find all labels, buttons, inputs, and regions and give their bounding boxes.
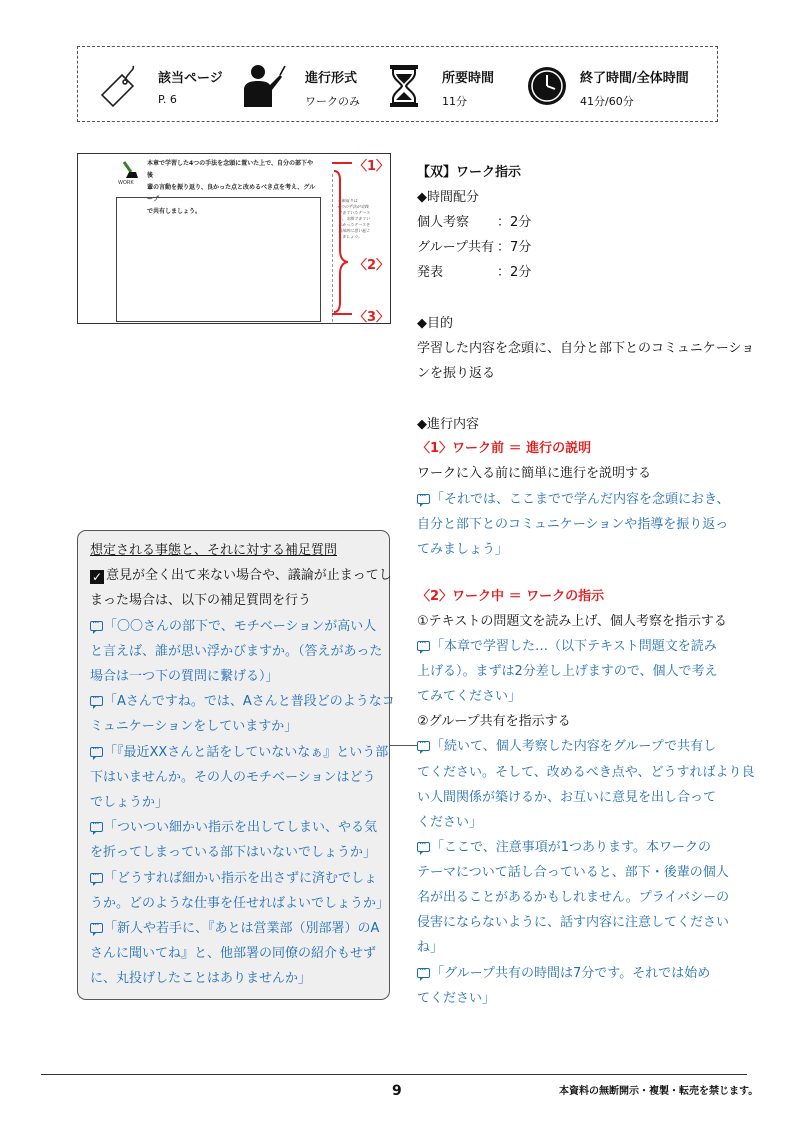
question-line: 「『最近XXさんと話をしていないなぁ』という部 [104, 745, 389, 760]
quote-line: ください」 [417, 815, 483, 830]
speech-bubble-icon [417, 494, 430, 504]
callout-question [90, 619, 376, 635]
info-box [77, 46, 718, 122]
step1-text: ワークに入る前に簡単に進行を説明する [417, 466, 652, 481]
duration-info [378, 47, 518, 123]
time-row-label: 発表 [417, 265, 444, 280]
step2-text1: ①テキストの問題文を読み上げ、個人考察を指示する [417, 614, 727, 629]
question-line: でしょうか」 [90, 795, 169, 810]
time-row [417, 265, 443, 281]
marker-1: 〈1〉 [354, 159, 390, 174]
duration-label: 所要時間 [442, 71, 495, 86]
step2-text2: ②グループ共有を指示する [417, 714, 571, 729]
marker-3: 〈3〉 [354, 310, 390, 325]
format-value: ワークのみ [305, 95, 360, 108]
callout-heading: 想定される事態と、それに対する補足質問 [90, 543, 338, 558]
question-line: を折ってしまっている部下はいないでしょうか」 [90, 845, 377, 860]
end-time-info [518, 47, 718, 123]
marker-2: 〈2〉 [354, 258, 390, 273]
progress-heading: ◆進行内容 [417, 417, 479, 432]
side-note-line: と、実践できてい [338, 216, 370, 221]
callout-check-line: 意見が全く出て来ない場合や、議論が止まってし [106, 568, 392, 583]
callout-question [90, 921, 379, 937]
clock-icon [524, 63, 570, 109]
instructions-title: 【双】ワーク指示 [417, 165, 522, 180]
time-row-label: グループ共有 [417, 240, 494, 255]
step2-quote1 [417, 639, 717, 655]
quote-line: い人間関係が築けるか、お互いに意見を出し合って [417, 790, 717, 805]
thumbnail-answer-box [116, 197, 321, 322]
side-note-line: ✔振返りは [338, 198, 358, 203]
hourglass-icon [381, 63, 427, 109]
speech-bubble-icon [417, 842, 430, 852]
question-line: ミュニケーションをしていますか」 [90, 719, 298, 734]
quote-line: 侵害にならないように、話す内容に注意してください [417, 915, 730, 930]
step2-quote2 [417, 739, 716, 755]
step2-quote3 [417, 840, 711, 856]
side-note-line: しましょう。 [338, 234, 362, 239]
callout-question [90, 820, 377, 836]
format-label: 進行形式 [305, 71, 358, 86]
speech-bubble-icon [417, 741, 430, 751]
speech-bubble-icon [90, 696, 103, 706]
quote-line: 「本章で学習した…（以下テキスト問題文を読み [431, 639, 717, 654]
quote-line: ね」 [417, 940, 444, 955]
callout-check-line: まった場合は、以下の補足質問を行う [90, 593, 312, 608]
thumbnail-brackets [330, 150, 360, 330]
speech-bubble-icon [90, 822, 103, 832]
quote-line: 「グループ共有の時間は7分です。それでは始め [431, 966, 711, 981]
callout-check [90, 568, 392, 584]
quote-line: 「それでは、ここまでで学んだ内容を念頭におき、 [431, 492, 730, 507]
side-note-line: 4つの手法が実践 [338, 204, 369, 209]
question-line: 「〇〇さんの部下で、モチベーションが高い人 [104, 619, 377, 634]
question-line: 「新人や若手に、『あとは営業部（別部署）のA [104, 921, 380, 936]
thumbnail-prompt-line: で共有しましょう。 [147, 208, 202, 215]
brush-icon [120, 160, 142, 180]
step1-quote [417, 492, 729, 508]
duration-value: 11分 [442, 95, 467, 108]
copyright-notice: 本資料の無断開示・複製・転売を禁じます。 [559, 1086, 759, 1097]
side-note-line: できていたケース [338, 210, 370, 215]
speech-bubble-icon [90, 621, 103, 631]
side-note-line: 具体的に思い起こ [338, 228, 370, 233]
speech-bubble-icon [90, 923, 103, 933]
purpose-line: 学習した内容を念頭に、自分と部下とのコミュニケーショ [417, 341, 755, 356]
quote-line: テーマについて話し合っていると、部下・後輩の個人 [417, 865, 729, 880]
speech-bubble-icon [90, 747, 103, 757]
time-row-label: 個人考察 [417, 215, 470, 230]
quote-line: てみてください」 [417, 689, 522, 704]
footer-divider [41, 1074, 747, 1075]
purpose-line: ンを振り返る [417, 366, 496, 381]
tag-icon [95, 63, 141, 109]
question-line: 場合は一つ下の質問に繋げる）」 [90, 669, 279, 684]
page-value: P. 6 [158, 93, 177, 106]
page-number: 9 [392, 1083, 402, 1099]
format-info [228, 47, 378, 123]
page-label: 該当ページ [158, 71, 223, 86]
speech-bubble-icon [417, 968, 430, 978]
question-line: 下はいませんか。その人のモチベーションはどう [90, 770, 376, 785]
end-time-label: 終了時間/全体時間 [580, 71, 689, 86]
quote-line: 上げる）。まずは2分差し上げますので、個人で考え [417, 664, 718, 679]
purpose-heading: ◆目的 [417, 316, 453, 331]
callout-connector [390, 745, 417, 746]
question-line: 「ついつい細かい指示を出してしまい、やる気 [104, 820, 378, 835]
thumbnail-work-label: WORK [118, 180, 134, 186]
time-row-value: ：2分 [497, 265, 532, 280]
quote-line: てください。そして、改めるべき点や、どうすればより良 [417, 765, 755, 780]
thumbnail-prompt-line: 本章で学習した4つの手法を念頭に置いた上で、自分の部下や後 [147, 160, 314, 179]
callout-question [90, 694, 395, 710]
speech-bubble-icon [90, 873, 103, 883]
quote-line: てください」 [417, 991, 496, 1006]
question-line: と言えば、誰が思い浮かびますか。（答えがあった [90, 644, 383, 659]
callout-question [90, 871, 377, 887]
question-line: 「どうすれば細かい指示を出さずに済むでしょ [104, 871, 378, 886]
speech-bubble-icon [417, 641, 430, 651]
time-row [417, 240, 494, 256]
quote-line: 「続いて、個人考察した内容をグループで共有し [431, 739, 717, 754]
presenter-icon [240, 63, 286, 109]
question-line: うか。どのような仕事を任せればよいでしょうか」 [90, 896, 390, 911]
time-row [417, 215, 469, 231]
callout-question [90, 745, 388, 761]
step2-title: 〈2〉ワーク中 ＝ ワークの指示 [417, 589, 605, 604]
time-row-value: ：2分 [497, 215, 532, 230]
checkbox-icon: ✓ [91, 570, 103, 584]
step2-quote4 [417, 966, 710, 982]
side-note-line: なかったケースを [338, 222, 370, 227]
step1-title: 〈1〉ワーク前 ＝ 進行の説明 [417, 441, 592, 456]
thumbnail-prompt-line: 輩の言動を振り返り、良かった点と改めるべき点を考え、グループ [147, 184, 316, 203]
time-row-value: ：7分 [497, 240, 532, 255]
quote-line: 自分と部下とのコミュニケーションや指導を振り返っ [417, 517, 729, 532]
quote-line: てみましょう」 [417, 542, 509, 557]
page-info [78, 47, 228, 123]
question-line: 「Aさんですね。では、Aさんと普段どのようなコ [104, 694, 395, 709]
end-time-value: 41分/60分 [580, 95, 634, 108]
question-line: さんに聞いてね』と、他部署の同僚の紹介もせず [90, 946, 377, 961]
question-line: に、丸投げしたことはありませんか」 [90, 971, 312, 986]
quote-line: 「ここで、注意事項が1つあります。本ワークの [431, 840, 711, 855]
quote-line: 名が出ることがあるかもしれません。プライバシーの [417, 890, 730, 905]
time-heading: ◆時間配分 [417, 190, 479, 205]
